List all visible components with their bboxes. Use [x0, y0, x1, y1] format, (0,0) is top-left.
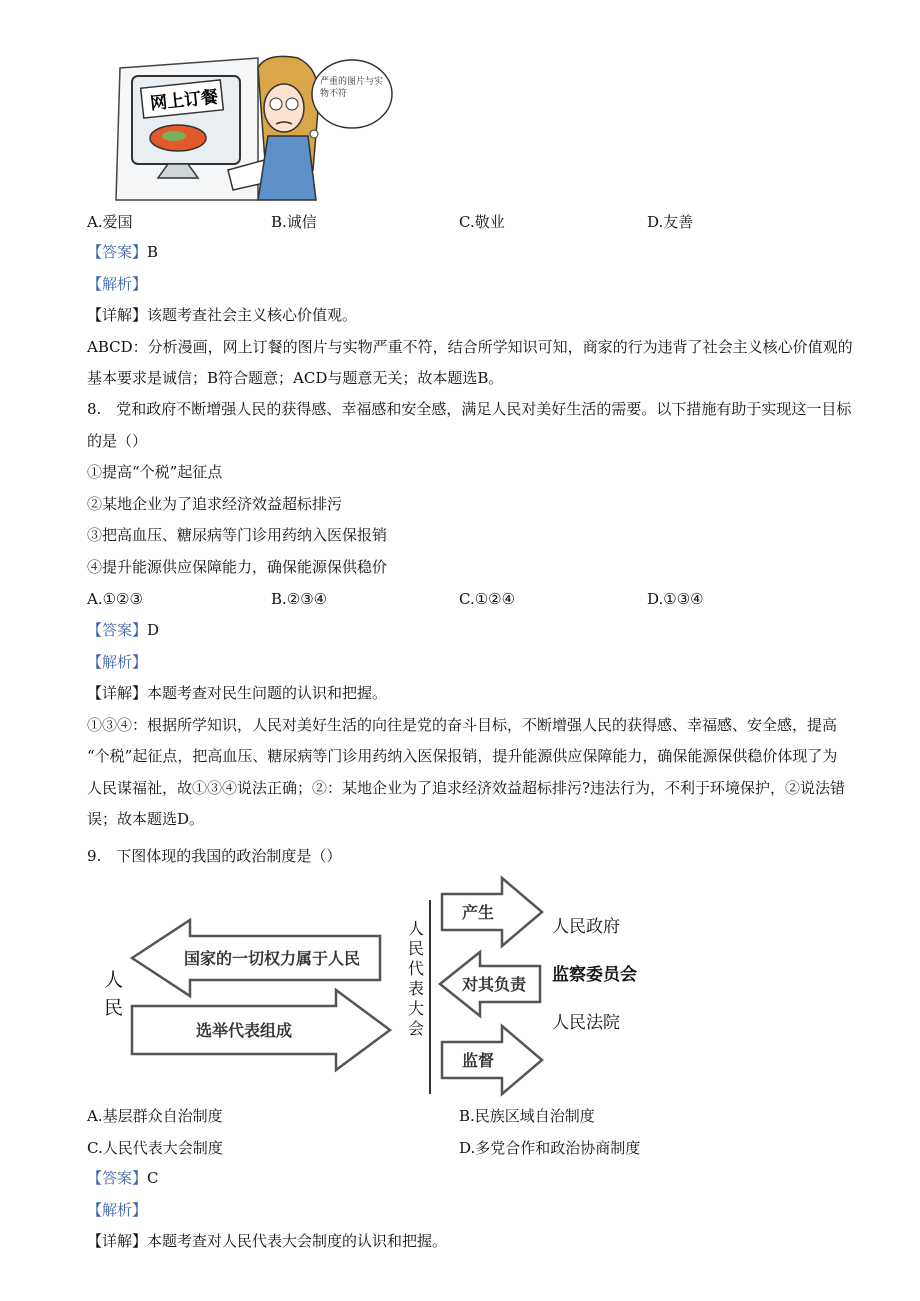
org-court: 人民法院	[552, 1013, 620, 1033]
q9-diagram	[90, 872, 660, 1104]
q9-answer	[87, 1168, 159, 1188]
q8-answer	[87, 620, 159, 640]
detail-text: 本题考查对人民代表大会制度的认识和把握。	[147, 1232, 448, 1250]
detail-tag: 【详解】	[87, 306, 148, 324]
npc-char-5: 大	[408, 999, 425, 1018]
q8-explanation-line-3: 人民谋福祉，故①③④说法正确；②：某地企业为了追求经济效益超标排污?违法行为，不利于环境保护，②说法错	[87, 779, 846, 797]
answer-tag: 【答案】	[87, 243, 148, 261]
npc-char-6: 会	[408, 1019, 425, 1038]
q7-option-b[interactable]: B.诚信	[271, 213, 317, 231]
answer-value: B	[147, 243, 159, 261]
q8-item-3: ③把高血压、糖尿病等门诊用药纳入医保报销	[87, 526, 388, 544]
q7-option-d[interactable]: D.友善	[647, 213, 694, 231]
q9-option-a[interactable]: A.基层群众自治制度	[87, 1107, 223, 1125]
q8-analysis-tag: 【解析】	[87, 653, 148, 671]
detail-tag: 【详解】	[87, 1232, 148, 1250]
answer-tag: 【答案】	[87, 621, 148, 639]
npc-char-4: 表	[408, 979, 425, 998]
arrow-responsible-label: 对其负责	[461, 975, 527, 994]
org-government: 人民政府	[552, 917, 620, 937]
q8-item-1: ①提高“个税”起征点	[87, 463, 223, 481]
q8-explanation-line-1: ①③④：根据所学知识，人民对美好生活的向往是党的奋斗目标，不断增强人民的获得感、幸福感、安全感，提高	[87, 716, 838, 734]
q7-analysis-tag: 【解析】	[87, 275, 148, 293]
q9-analysis-tag: 【解析】	[87, 1201, 148, 1219]
q9-option-d[interactable]: D.多党合作和政治协商制度	[459, 1139, 641, 1157]
q8-explanation-line-4: 误；故本题选D。	[87, 810, 205, 828]
q7-detail	[87, 305, 357, 325]
npc-char-3: 代	[408, 959, 425, 978]
answer-tag: 【答案】	[87, 1169, 148, 1187]
comic-sign-text: 网上订餐	[149, 87, 220, 115]
arrow-produce-label: 产生	[461, 903, 495, 922]
answer-value: D	[147, 621, 160, 639]
q7-option-c[interactable]: C.敬业	[459, 213, 505, 231]
people-char-2: 民	[104, 997, 124, 1019]
q8-option-a[interactable]: A.①②③	[87, 590, 143, 608]
q8-item-2: ②某地企业为了追求经济效益超标排污	[87, 495, 343, 513]
people-char-1: 人	[104, 969, 124, 991]
arrow-bottom-label: 选举代表组成	[195, 1021, 293, 1040]
q7-answer	[87, 242, 158, 262]
q7-option-a[interactable]: A.爱国	[87, 213, 133, 231]
answer-value: C	[147, 1169, 159, 1187]
q8-option-d[interactable]: D.①③④	[647, 590, 704, 608]
detail-tag: 【详解】	[87, 684, 148, 702]
arrow-top-label: 国家的一切权力属于人民	[183, 949, 361, 968]
npc-char-2: 民	[408, 939, 425, 958]
org-supervision: 监察委员会	[552, 965, 637, 985]
detail-text: 该题考查社会主义核心价值观。	[147, 306, 358, 324]
detail-text: 本题考查对民生问题的认识和把握。	[147, 684, 388, 702]
q8-explanation-line-2: “个税”起征点，把高血压、糖尿病等门诊用药纳入医保报销，提升能源供应保障能力，确保能源保供稳价体现了为	[87, 747, 838, 765]
q9-detail	[87, 1231, 447, 1251]
q7-explanation-line-1: ABCD：分析漫画，网上订餐的图片与实物严重不符，结合所学知识可知，商家的行为违背了社会主义核心价值观的	[87, 338, 853, 356]
arrow-supervise-label: 监督	[461, 1051, 495, 1070]
q8-detail	[87, 683, 387, 703]
q8-option-c[interactable]: C.①②④	[459, 590, 516, 608]
q8-item-4: ④提升能源供应保障能力，确保能源保供稳价	[87, 558, 388, 576]
q7-explanation-line-2: 基本要求是诚信；B符合题意；ACD与题意无关；故本题选B。	[87, 369, 504, 387]
q9-stem: 9. 下图体现的我国的政治制度是（）	[87, 847, 342, 865]
q8-stem-line-2: 的是（）	[87, 432, 148, 450]
q8-stem-line-1: 8. 党和政府不断增强人民的获得感、幸福感和安全感，满足人民对美好生活的需要。以下措施有助于实现这一目标	[87, 400, 852, 418]
bubble-text: 严重的图片与实物不符	[320, 77, 384, 99]
comic-illustration	[108, 50, 398, 202]
q9-option-c[interactable]: C.人民代表大会制度	[87, 1139, 223, 1157]
npc-char-1: 人	[408, 919, 425, 938]
q8-option-b[interactable]: B.②③④	[271, 590, 328, 608]
q9-option-b[interactable]: B.民族区域自治制度	[459, 1107, 595, 1125]
